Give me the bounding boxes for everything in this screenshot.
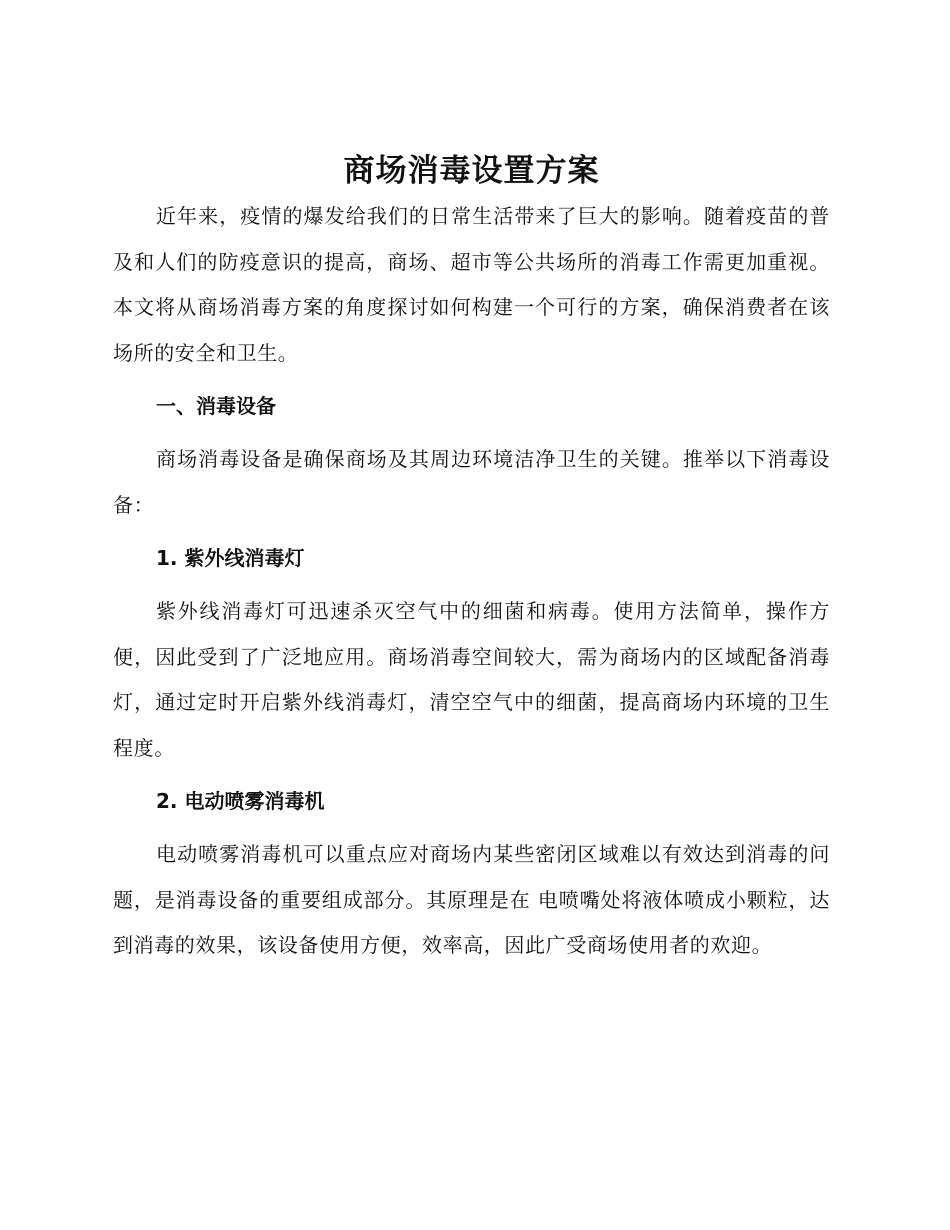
subheading-spray-machine: 2. 电动喷雾消毒机 — [156, 789, 325, 813]
spacer — [113, 376, 830, 384]
spacer — [113, 528, 830, 536]
document-page — [113, 150, 830, 969]
spacer — [113, 581, 830, 589]
spacer — [113, 429, 830, 437]
uv-lamp-paragraph: 紫外线消毒灯可迅速杀灭空气中的细菌和病毒。使用方法简单，操作方便，因此受到了广泛地应用。商场消毒空间较大，需为商场内的区域配备消毒灯，通过定时开启紫外线消毒灯，清空空气中的细菌，提高商场内环境的卫生程度。 — [113, 599, 830, 760]
intro-paragraph: 近年来，疫情的爆发给我们的日常生活带来了巨大的影响。随着疫苗的普及和人们的防疫意识的提高，商场、超市等公共场所的消毒工作需更加重视。本文将从商场消毒方案的角度探讨如何构建一个可行的方案，确保消费者在该场所的安全和卫生。 — [113, 204, 830, 365]
spacer — [113, 771, 830, 779]
section-heading-equipment: 一、消毒设备 — [156, 394, 276, 418]
spray-machine-paragraph: 电动喷雾消毒机可以重点应对商场内某些密闭区域难以有效达到消毒的问题，是消毒设备的重要组成部分。其原理是在 电喷嘴处将液体喷成小颗粒，达到消毒的效果，该设备使用方便，效率高，因此广受商场使用者的欢迎。 — [113, 842, 830, 957]
section-intro-paragraph: 商场消毒设备是确保商场及其周边环境洁净卫生的关键。推举以下消毒设备： — [113, 447, 830, 517]
spacer — [113, 824, 830, 832]
subheading-uv-lamp: 1. 紫外线消毒灯 — [156, 546, 305, 570]
document-title: 商场消毒设置方案 — [343, 153, 600, 189]
